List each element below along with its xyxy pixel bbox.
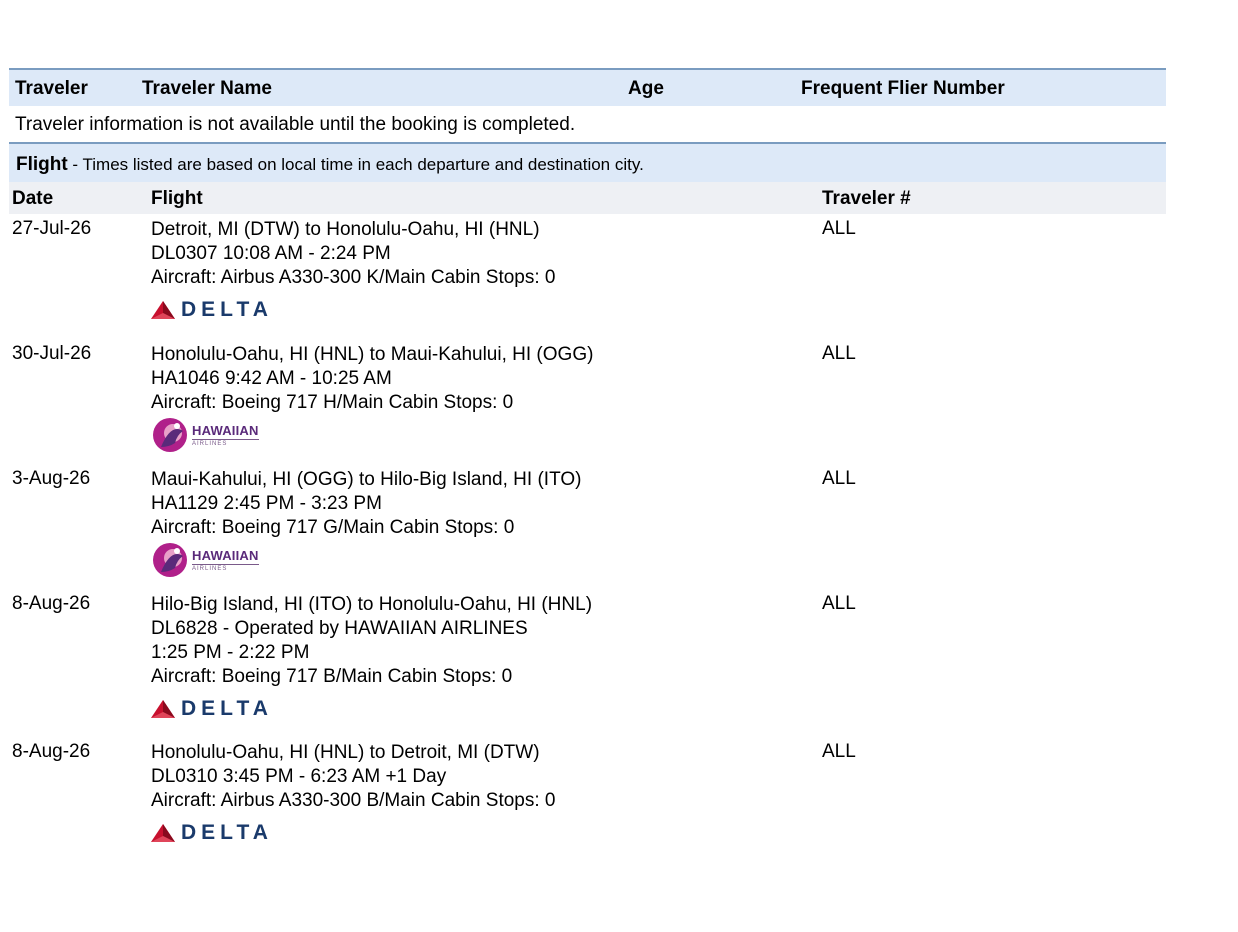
itinerary <box>9 68 1166 862</box>
delta-widget-icon <box>151 821 273 845</box>
segment-line: Detroit, MI (DTW) to Honolulu-Oahu, HI (HNL) <box>151 219 540 240</box>
traveler-info-row <box>9 106 1166 144</box>
col-traveler-number: Traveler # <box>822 188 911 209</box>
segment-line: DL0310 3:45 PM - 6:23 AM +1 Day <box>151 766 447 787</box>
segment-line: HA1129 2:45 PM - 3:23 PM <box>151 493 382 514</box>
delta-widget-icon <box>151 298 273 322</box>
col-date: Date <box>12 188 54 209</box>
segment-line: Aircraft: Boeing 717 B/Main Cabin Stops: 0 <box>151 666 513 687</box>
delta-triangle-icon <box>151 700 175 718</box>
segment-date: 8-Aug-26 <box>12 741 91 762</box>
segment-line: DL0307 10:08 AM - 2:24 PM <box>151 243 391 264</box>
hawaiian-name: HAWAIIAN <box>192 422 259 438</box>
delta-logo <box>151 296 556 324</box>
segment-line: Honolulu-Oahu, HI (HNL) to Maui-Kahului, HI (OGG) <box>151 344 594 365</box>
segment-line: HA1046 9:42 AM - 10:25 AM <box>151 368 392 389</box>
flight-label-wrap <box>16 154 644 176</box>
delta-triangle-icon <box>151 824 175 842</box>
hawaiian-emblem <box>151 417 259 453</box>
hawaiian-sub: AIRLINES <box>192 564 259 572</box>
col-age: Age <box>628 78 664 99</box>
flight-section-header <box>9 144 1166 182</box>
hawaiian-emblem <box>151 542 259 578</box>
flight-note: - Times listed are based on local time in each departure and destination city. <box>67 155 644 174</box>
flight-label: Flight <box>16 154 68 175</box>
segment-line: Aircraft: Airbus A330-300 K/Main Cabin Stops: 0 <box>151 267 556 288</box>
hawaiian-wordmark <box>192 424 259 447</box>
segment-details <box>151 593 592 723</box>
segment-date: 30-Jul-26 <box>12 343 92 364</box>
col-frequent-flier: Frequent Flier Number <box>801 78 1005 99</box>
col-flight: Flight <box>151 188 203 209</box>
delta-widget-icon <box>151 697 273 721</box>
segment-traveler: ALL <box>822 218 856 239</box>
delta-wordmark: DELTA <box>181 697 273 720</box>
segment-line: Aircraft: Airbus A330-300 B/Main Cabin Stops: 0 <box>151 790 556 811</box>
segment-date: 8-Aug-26 <box>12 593 91 614</box>
col-traveler: Traveler <box>15 78 88 99</box>
segment-details <box>151 343 593 449</box>
col-traveler-name: Traveler Name <box>142 78 272 99</box>
segment-traveler: ALL <box>822 741 856 762</box>
flight-segment-row <box>9 589 1166 737</box>
hawaiian-logo <box>151 421 593 449</box>
segment-date: 27-Jul-26 <box>12 218 92 239</box>
hawaiian-sub: AIRLINES <box>192 439 259 447</box>
delta-triangle-icon <box>151 301 175 319</box>
segment-details <box>151 218 556 324</box>
segment-line: Maui-Kahului, HI (OGG) to Hilo-Big Island, HI (ITO) <box>151 469 582 490</box>
pualani-icon <box>151 417 189 453</box>
segment-line: Aircraft: Boeing 717 G/Main Cabin Stops: 0 <box>151 517 515 538</box>
segment-line: 1:25 PM - 2:22 PM <box>151 642 310 663</box>
segment-traveler: ALL <box>822 468 856 489</box>
delta-logo <box>151 819 556 847</box>
flight-segment-row <box>9 214 1166 339</box>
segment-line: DL6828 - Operated by HAWAIIAN AIRLINES <box>151 618 528 639</box>
traveler-info-text: Traveler information is not available until the booking is completed. <box>15 114 576 135</box>
segment-line: Hilo-Big Island, HI (ITO) to Honolulu-Oahu, HI (HNL) <box>151 594 593 615</box>
traveler-table-header <box>9 68 1166 106</box>
delta-wordmark: DELTA <box>181 821 273 844</box>
flight-segment-row <box>9 464 1166 589</box>
segment-line: Aircraft: Boeing 717 H/Main Cabin Stops: 0 <box>151 392 514 413</box>
segment-traveler: ALL <box>822 593 856 614</box>
flight-table-header <box>9 182 1166 214</box>
pualani-icon <box>151 542 189 578</box>
segment-date: 3-Aug-26 <box>12 468 91 489</box>
hawaiian-name: HAWAIIAN <box>192 547 259 563</box>
flight-segments <box>9 214 1166 862</box>
segment-details <box>151 741 556 847</box>
hawaiian-wordmark <box>192 549 259 572</box>
flight-segment-row <box>9 339 1166 464</box>
hawaiian-logo <box>151 546 581 574</box>
flight-segment-row <box>9 737 1166 862</box>
segment-details <box>151 468 581 574</box>
delta-wordmark: DELTA <box>181 298 273 321</box>
segment-traveler: ALL <box>822 343 856 364</box>
segment-line: Honolulu-Oahu, HI (HNL) to Detroit, MI (DTW) <box>151 742 540 763</box>
delta-logo <box>151 695 592 723</box>
